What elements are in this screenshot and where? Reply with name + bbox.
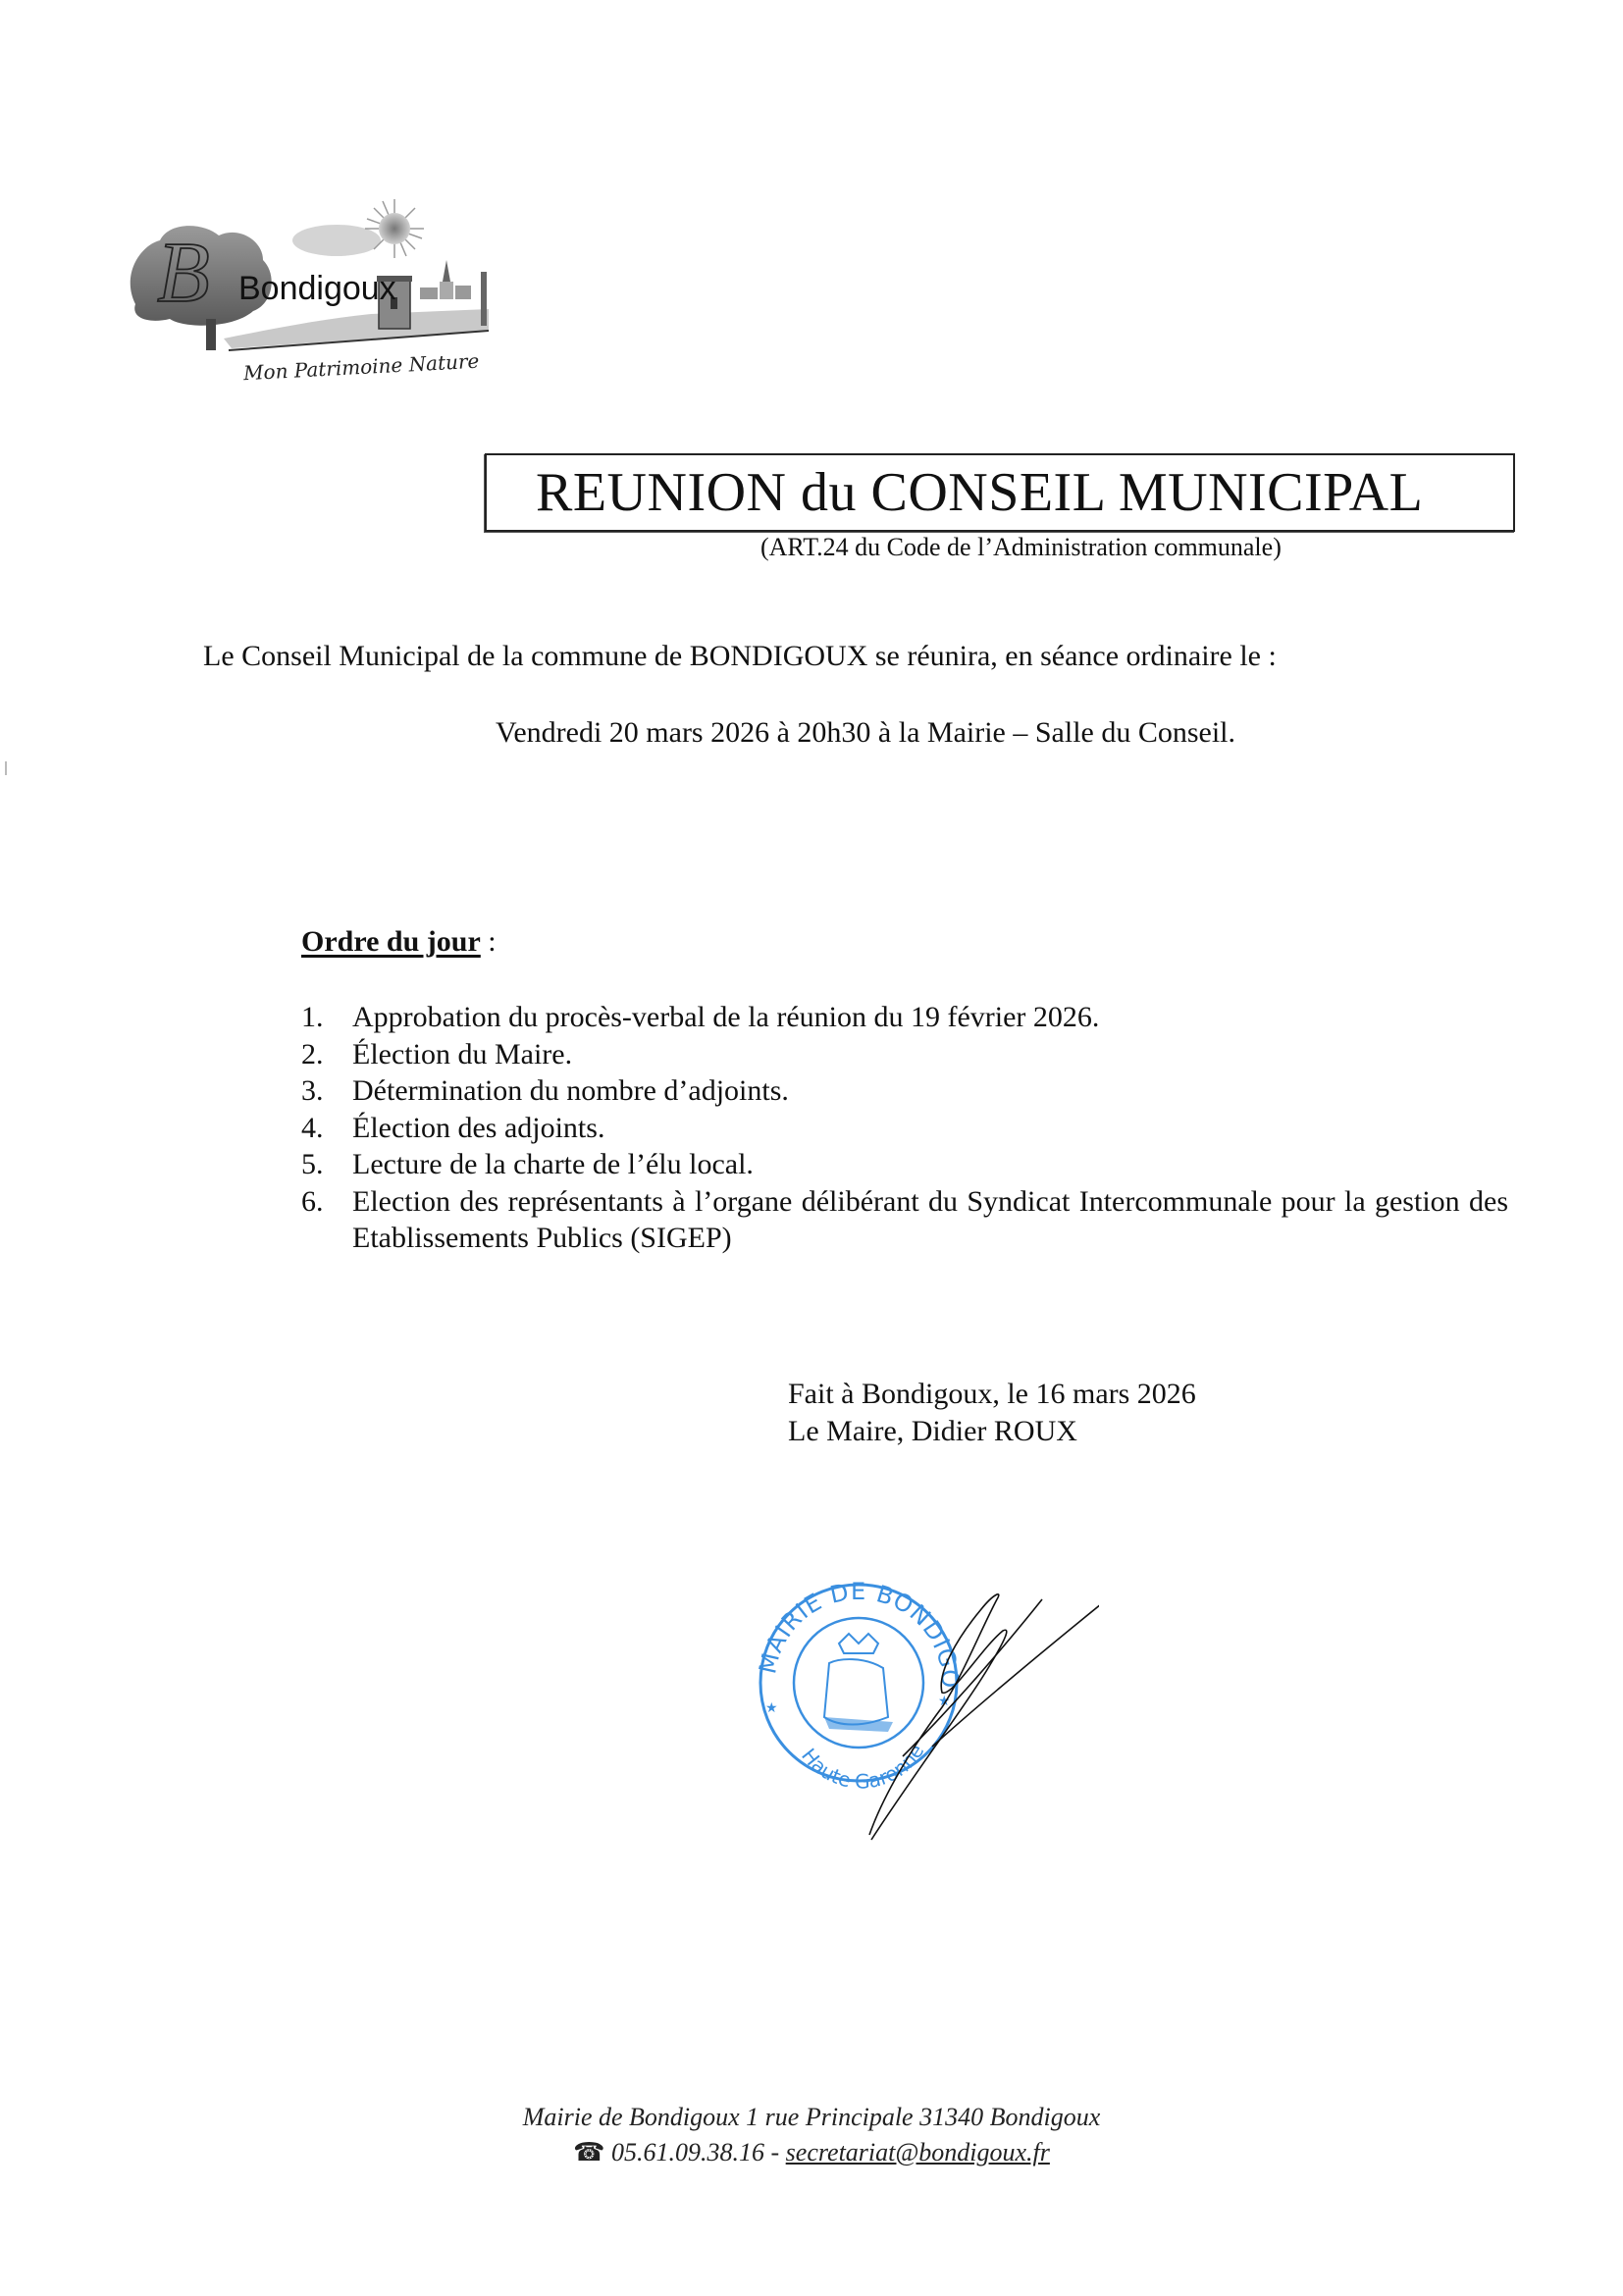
telephone-icon: ☎ <box>573 2138 605 2166</box>
agenda-item-text: Détermination du nombre d’adjoints. <box>352 1074 789 1107</box>
landscape-shape <box>224 309 489 348</box>
agenda-item-text: Approbation du procès-verbal de la réunion du 19 février 2026. <box>352 1001 1100 1033</box>
agenda-title-suffix: : <box>480 925 497 958</box>
cloud-shape <box>292 225 381 256</box>
sun-icon <box>365 199 424 258</box>
footer-email-link[interactable]: secretariat@bondigoux.fr <box>785 2138 1050 2166</box>
logo-initial: B <box>157 226 210 321</box>
agenda-item <box>301 999 1508 1036</box>
agenda-item <box>301 1072 1508 1110</box>
bondigoux-logo <box>116 182 518 388</box>
agenda-item-text: Élection du Maire. <box>352 1037 573 1070</box>
agenda-heading <box>301 925 497 959</box>
footer-contact <box>0 2135 1623 2170</box>
agenda-item <box>301 1036 1508 1073</box>
page-title: REUNION du CONSEIL MUNICIPAL <box>536 462 1424 523</box>
title-box <box>485 453 1515 532</box>
page-subtitle: (ART.24 du Code de l’Administration communale) <box>760 533 1282 561</box>
agenda-item-number: 1. <box>301 1001 324 1033</box>
agenda-item-number: 2. <box>301 1037 324 1070</box>
footer-phone: 05.61.09.38.16 <box>611 2138 764 2166</box>
meeting-date: Vendredi 20 mars 2026 à 20h30 à la Mairie – Salle du Conseil. <box>496 716 1236 749</box>
scan-artifact <box>5 761 7 775</box>
agenda-item-number: 6. <box>301 1184 324 1218</box>
footer-separator: - <box>764 2138 786 2166</box>
agenda-item-number: 4. <box>301 1111 324 1144</box>
logo-name: Bondigoux <box>238 270 396 307</box>
agenda-item <box>301 1146 1508 1183</box>
intro-text: Le Conseil Municipal de la commune de BONDIGOUX se réunira, en séance ordinaire le : <box>203 640 1277 672</box>
agenda-item-text: Election des représentants à l’organe délibérant du Syndicat Intercommunale pour la gestion des Etablissements Publics (SIGEP) <box>352 1184 1508 1254</box>
logo-tagline: Mon Patrimoine Nature <box>242 348 480 386</box>
signature-icon <box>869 1592 1099 1840</box>
stamp-graphic <box>746 1570 1099 1884</box>
agenda-item-text: Lecture de la charte de l’élu local. <box>352 1148 754 1180</box>
signoff-block <box>788 1376 1196 1450</box>
agenda-list <box>301 999 1508 1257</box>
agenda-item-number: 3. <box>301 1074 324 1107</box>
logo-illustration <box>116 182 518 388</box>
stamp-bottom-text: Haute Garonne <box>797 1740 929 1794</box>
footer <box>0 2100 1623 2170</box>
agenda-item <box>301 1110 1508 1147</box>
stamp-top-text: MAIRIE DE BONDIGO <box>754 1577 965 1690</box>
agenda-item <box>301 1183 1508 1257</box>
svg-text:★: ★ <box>938 1694 951 1709</box>
agenda-title: Ordre du jour <box>301 925 481 958</box>
signoff-signatory: Le Maire, Didier ROUX <box>788 1415 1077 1447</box>
signoff-place-date: Fait à Bondigoux, le 16 mars 2026 <box>788 1378 1196 1410</box>
footer-address: Mairie de Bondigoux 1 rue Principale 31340 Bondigoux <box>522 2103 1101 2131</box>
svg-text:★: ★ <box>765 1700 778 1716</box>
agenda-item-text: Élection des adjoints. <box>352 1111 605 1144</box>
agenda-item-number: 5. <box>301 1148 324 1180</box>
official-stamp <box>746 1570 1099 1884</box>
